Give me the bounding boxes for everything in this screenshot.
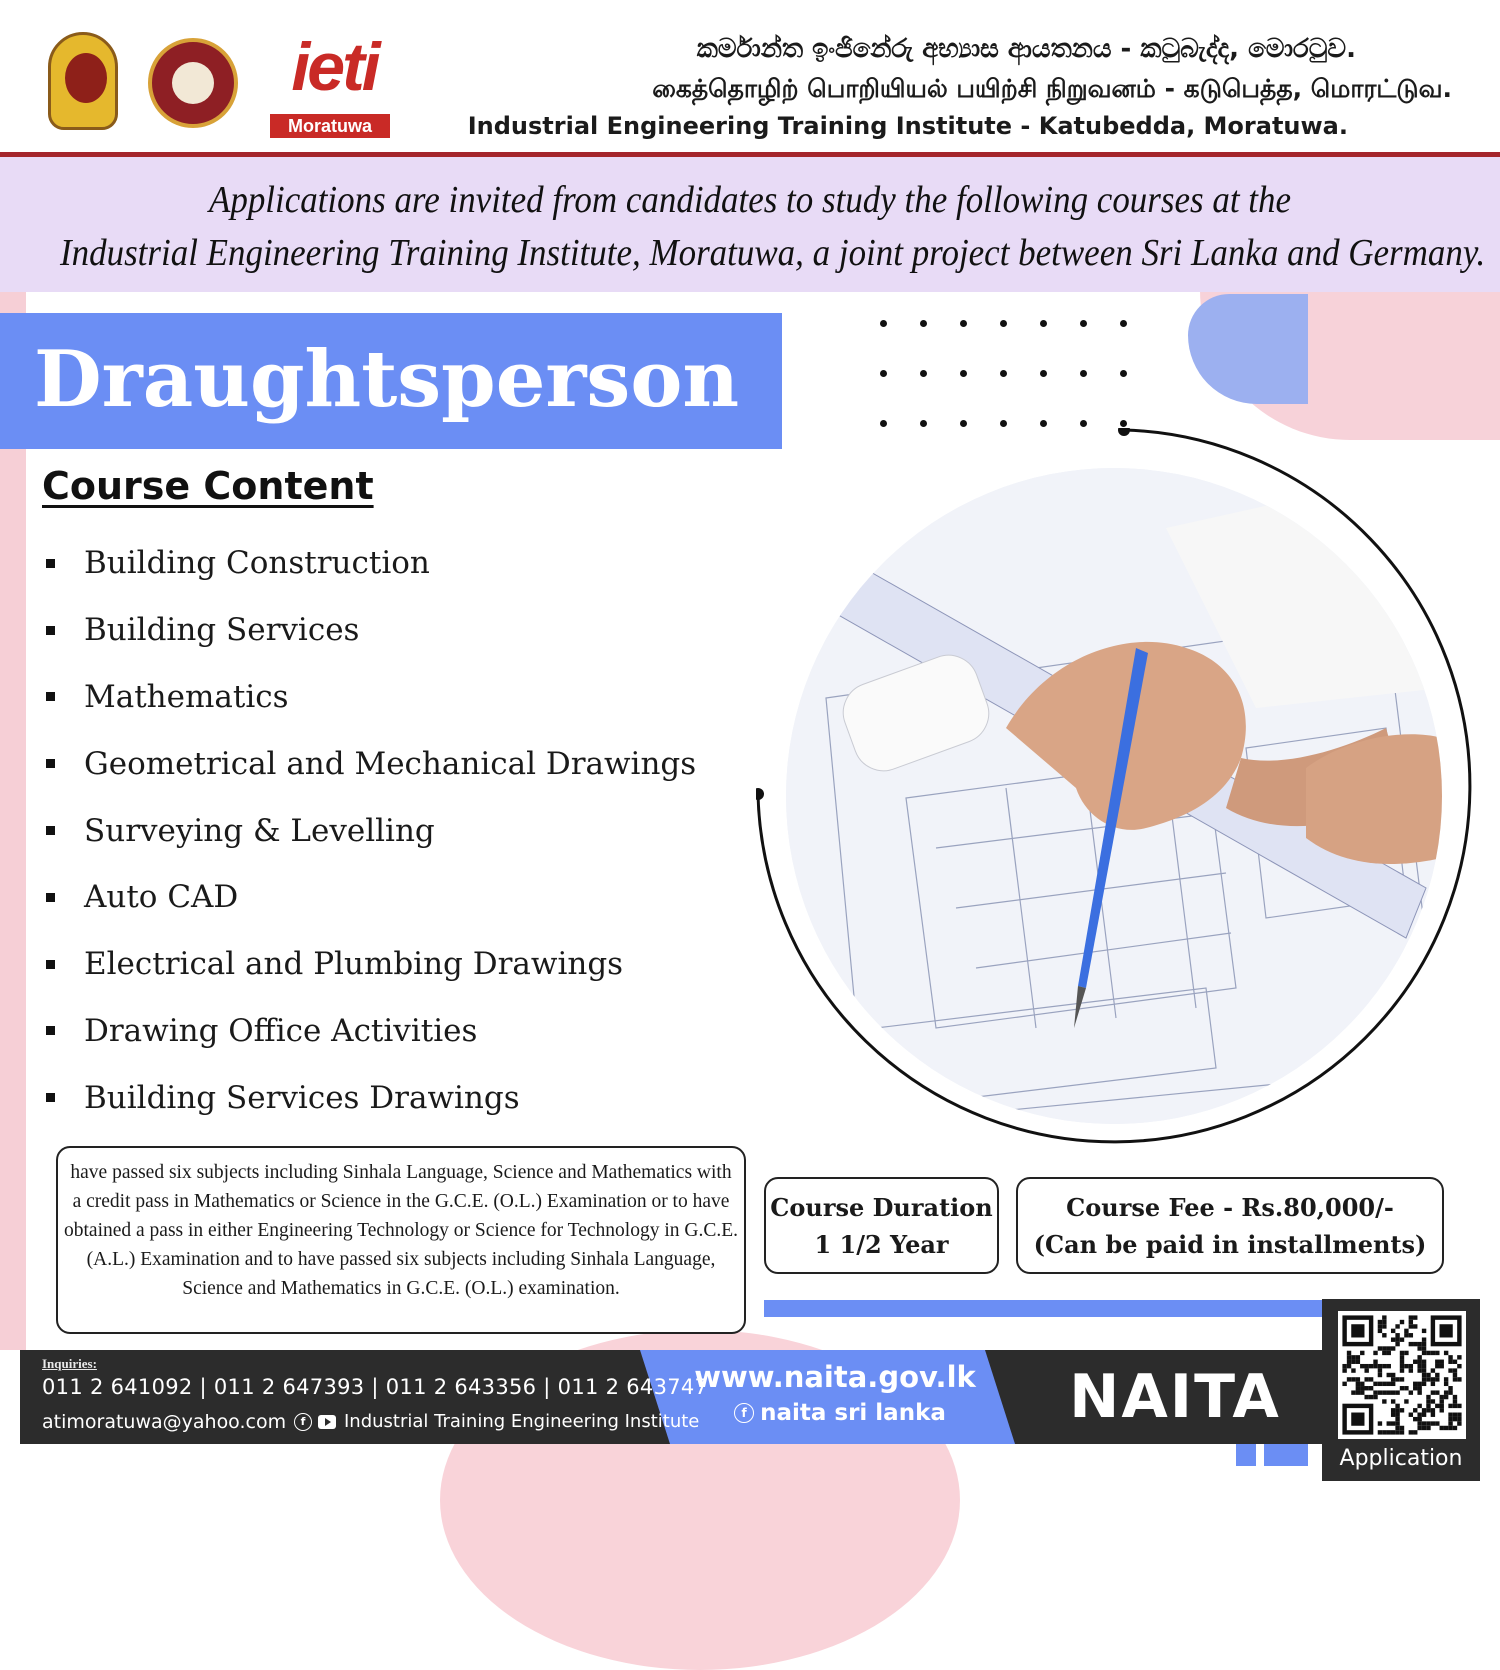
- dot: [1040, 420, 1047, 427]
- list-item: [42, 730, 742, 797]
- blue-accent-square: [1236, 1444, 1256, 1466]
- facebook-icon: f: [294, 1413, 312, 1431]
- dot-grid: [880, 320, 1140, 440]
- naita-brand: NAITA: [1069, 1362, 1281, 1432]
- dot: [960, 420, 967, 427]
- bullet-icon: [46, 692, 55, 701]
- intro-line-2: Industrial Engineering Training Institute, Moratuwa, a joint project between Sri Lanka and Germany.: [60, 232, 1486, 274]
- qr-application-label: Application: [1339, 1446, 1463, 1471]
- course-item-label: Mathematics: [84, 678, 289, 715]
- bullet-icon: [46, 1026, 55, 1035]
- dot: [1000, 370, 1007, 377]
- header-english-line: Industrial Engineering Training Institute - Katubedda, Moratuwa.: [467, 112, 1348, 140]
- facebook-page-name: naita sri lanka: [760, 1400, 946, 1426]
- dot: [1120, 320, 1127, 327]
- dot: [880, 420, 887, 427]
- list-item: [42, 797, 742, 864]
- duration-label: Course Duration: [770, 1192, 993, 1222]
- blue-accent-square: [1264, 1444, 1308, 1466]
- bullet-icon: [46, 626, 55, 635]
- dot: [960, 370, 967, 377]
- inquiries-label: Inquiries:: [42, 1356, 97, 1371]
- dot: [1000, 420, 1007, 427]
- dot: [920, 320, 927, 327]
- dot: [1080, 420, 1087, 427]
- youtube-icon: [318, 1415, 336, 1429]
- bullet-icon: [46, 759, 55, 768]
- bullet-icon: [46, 559, 55, 568]
- bullet-icon: [46, 893, 55, 902]
- dot: [1120, 420, 1127, 427]
- dot: [1080, 320, 1087, 327]
- course-title: Draughtsperson: [34, 334, 740, 425]
- course-item-label: Geometrical and Mechanical Drawings: [84, 745, 697, 782]
- website-link[interactable]: www.naita.gov.lk: [694, 1360, 976, 1394]
- course-content-heading: Course Content: [42, 464, 374, 508]
- blue-accent-strip: [764, 1300, 1334, 1317]
- list-item: [42, 864, 742, 931]
- dot: [880, 370, 887, 377]
- list-item: [42, 931, 742, 998]
- course-content-list: [42, 530, 742, 1131]
- dot: [920, 420, 927, 427]
- course-item-label: Building Services Drawings: [84, 1079, 520, 1116]
- email-address: atimoratuwa@yahoo.com: [42, 1411, 287, 1433]
- duration-value: 1 1/2 Year: [814, 1229, 949, 1259]
- header-sinhala-line: කර්මාන්ත ඉංජිනේරු අභ්‍යාස ආයතනය - කටුබැද්ද, මොරටුව.: [696, 34, 1356, 64]
- fee-note: (Can be paid in installments): [1033, 1229, 1427, 1259]
- course-item-label: Building Services: [84, 612, 360, 649]
- list-item: [42, 998, 742, 1065]
- dot: [880, 320, 887, 327]
- drafting-photo: [786, 468, 1442, 1124]
- list-item: [42, 597, 742, 664]
- list-item: [42, 530, 742, 597]
- course-item-label: Electrical and Plumbing Drawings: [84, 946, 624, 983]
- ieti-logo-sub: Moratuwa: [270, 114, 390, 138]
- phone-numbers: 011 2 641092 | 011 2 647393 | 011 2 643356 | 011 2 643747: [42, 1375, 709, 1399]
- course-duration-box: [764, 1177, 999, 1274]
- social-links: [294, 1411, 699, 1432]
- dot: [1120, 370, 1127, 377]
- header-tamil-line: கைத்தொழிற் பொறியியல் பயிற்சி நிறுவனம் - கடுபெத்த, மொரட்டுவ.: [652, 74, 1452, 103]
- dot: [1000, 320, 1007, 327]
- social-name: Industrial Training Engineering Institute: [344, 1411, 700, 1432]
- entry-requirements: have passed six subjects including Sinhala Language, Science and Mathematics with a credit pass in Mathematics or Science in the G.C.E. (O.L.) Examination or to have obtained a pass in either Engineering Technology or Science for Technology in G.C.E. (A.L.) Examination and to have passed six subjects including Sinhala Language, Science and Mathematics in G.C.E. (O.L.) examination.: [56, 1146, 746, 1334]
- bullet-icon: [46, 960, 55, 969]
- dot: [920, 370, 927, 377]
- facebook-page-link[interactable]: [690, 1400, 990, 1426]
- bullet-icon: [46, 1093, 55, 1102]
- dot: [960, 320, 967, 327]
- blue-quarter-shape: [1188, 294, 1308, 404]
- dot: [1040, 320, 1047, 327]
- dot: [1040, 370, 1047, 377]
- course-item-label: Building Construction: [84, 545, 430, 582]
- intro-line-1: Applications are invited from candidates to study the following courses at the: [208, 179, 1292, 221]
- course-item-label: Surveying & Levelling: [84, 812, 435, 849]
- course-item-label: Drawing Office Activities: [84, 1012, 478, 1049]
- dot: [1080, 370, 1087, 377]
- bullet-icon: [46, 826, 55, 835]
- ieti-logo: ieti: [291, 29, 378, 105]
- course-fee-box: [1016, 1177, 1444, 1274]
- emblem-center: [62, 50, 110, 106]
- naita-seal-center: [172, 62, 214, 104]
- fee-label: Course Fee - Rs.80,000/-: [1066, 1192, 1394, 1222]
- facebook-icon: f: [734, 1403, 754, 1423]
- list-item: [42, 664, 742, 731]
- pink-side-band: [0, 290, 26, 1350]
- course-item-label: Auto CAD: [84, 879, 239, 916]
- qr-code-icon[interactable]: [1338, 1311, 1466, 1439]
- list-item: [42, 1064, 742, 1131]
